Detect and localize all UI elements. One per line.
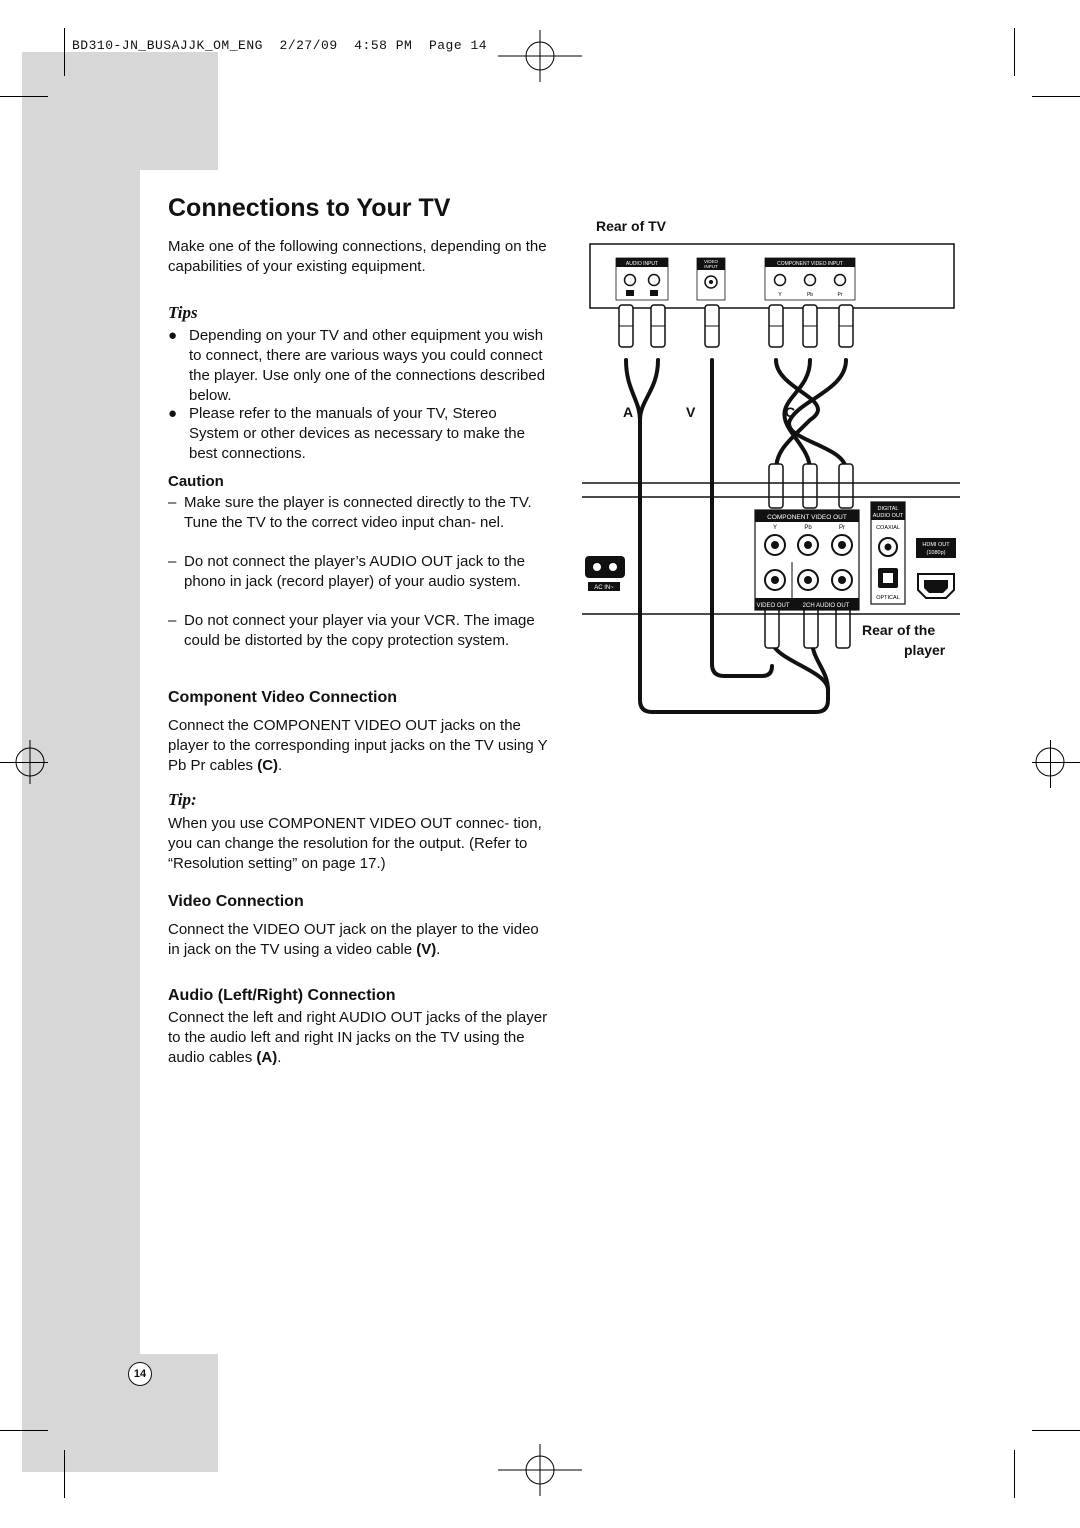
caution-item-text: Do not connect your player via your VCR. The image could be distorted by the copy protection system. [184,612,535,649]
component-out-label: COMPONENT VIDEO OUT [767,514,847,521]
tips-heading: Tips [168,303,198,322]
tip-heading: Tip: [168,790,197,809]
tv-component-jack [835,275,846,286]
audio-heading: Audio (Left/Right) Connection [168,987,396,1004]
audio-body [168,1008,553,1068]
component-heading: Component Video Connection [168,689,398,706]
hdmi-label: HDMI OUT [922,542,950,548]
tv-audio-jack [625,275,636,286]
bullet-icon: ● [168,405,178,422]
component-body [168,716,553,776]
tv-component-jack [775,275,786,286]
audio-cable [640,360,658,420]
tv-pr-label: Pr [837,292,843,298]
tv-pb-label: Pb [806,292,814,298]
dash-marker: – [168,494,177,511]
caution-heading: Caution [168,473,224,490]
component-body-text: Connect the COMPONENT VIDEO OUT jacks on the player to the corresponding input jacks on the TV using Y Pb Pr cables [168,717,548,774]
digital-audio-label: DIGITAL [877,506,899,512]
caution-item [168,611,548,651]
page-title: Connections to Your TV [168,194,451,222]
tv-audio-jack [649,275,660,286]
video-body-end: . [436,941,441,958]
ac-inlet [585,556,625,578]
rca-plug [769,464,783,508]
dash-marker: – [168,553,177,570]
tip-body: When you use COMPONENT VIDEO OUT connec- tion, you can change the resolution for the output. (Refer to “Resolution setting” on page 17.) [168,815,542,872]
tip-item-text: Depending on your TV and other equipment you wish to connect, there are various ways you could connect the player. Use only one of the connections described below. [189,327,546,404]
cable-label-c: (C) [257,757,279,774]
hdmi-label: (1080p) [926,550,946,556]
cable-a-label: A [623,404,634,420]
caution-item-text: Make sure the player is connected directly to the TV. Tune the TV to the correct video input chan- nel. [184,494,532,531]
optical-label: OPTICAL [876,595,900,601]
component-cable [784,360,810,470]
cable-c-label: C [785,404,796,420]
player-pb-label: Pb [804,525,812,531]
tv-video-input-label: INPUT [704,264,718,269]
coaxial-label: COAXIAL [876,525,900,531]
cable-v-label: V [686,404,696,420]
intro-text: Make one of the following connections, depending on the capabilities of your existing equipment. [168,238,547,275]
tip-item [168,326,548,406]
tv-component-input-label: COMPONENT VIDEO INPUT [777,261,843,267]
caution-item-text: Do not connect the player’s AUDIO OUT jack to the phono in jack (record player) of your audio system. [184,553,526,590]
component-body-end: . [278,757,283,774]
page-number: 14 [128,1362,152,1386]
bullet-icon: ● [168,327,178,344]
rear-of-player-label: Rear of the [862,622,936,638]
cable-label-a: (A) [256,1049,278,1066]
player-pr-label: Pr [839,525,845,531]
rear-of-player-label: player [904,642,946,658]
ac-in-label: AC IN~ [594,585,614,591]
tv-component-jack [805,275,816,286]
dash-marker: – [168,612,177,629]
video-out-label: VIDEO OUT [756,603,790,609]
caution-item [168,493,548,533]
rca-plug [803,464,817,508]
tip-item [168,404,548,464]
audio-body-text: Connect the left and right AUDIO OUT jacks of the player to the audio left and right IN jacks on the TV using the audio cables [168,1009,548,1066]
video-body-text: Connect the VIDEO OUT jack on the player to the video in jack on the TV using a video cable [168,921,539,958]
rear-of-tv-label: Rear of TV [596,218,667,234]
video-body [168,920,553,960]
video-heading: Video Connection [168,893,304,910]
audio-out-label: 2CH AUDIO OUT [802,603,850,609]
cable-label-v: (V) [416,941,437,958]
tv-y-label: Y [778,292,782,298]
tv-audio-input-label: AUDIO INPUT [625,261,659,267]
component-cable [776,360,818,470]
tv-video-input-label: VIDEO [703,259,719,264]
slug-line: BD310-JN_BUSAJJK_OM_ENG 2/27/09 4:58 PM Page 14 [72,38,488,53]
connection-diagram [560,230,970,730]
tip-item-text: Please refer to the manuals of your TV, Stereo System or other devices as necessary to make the best connections. [189,405,525,462]
audio-body-end: . [277,1049,282,1066]
rca-plug [839,464,853,508]
caution-item [168,552,548,592]
player-y-label: Y [772,525,778,531]
digital-audio-label: AUDIO OUT [872,513,904,519]
